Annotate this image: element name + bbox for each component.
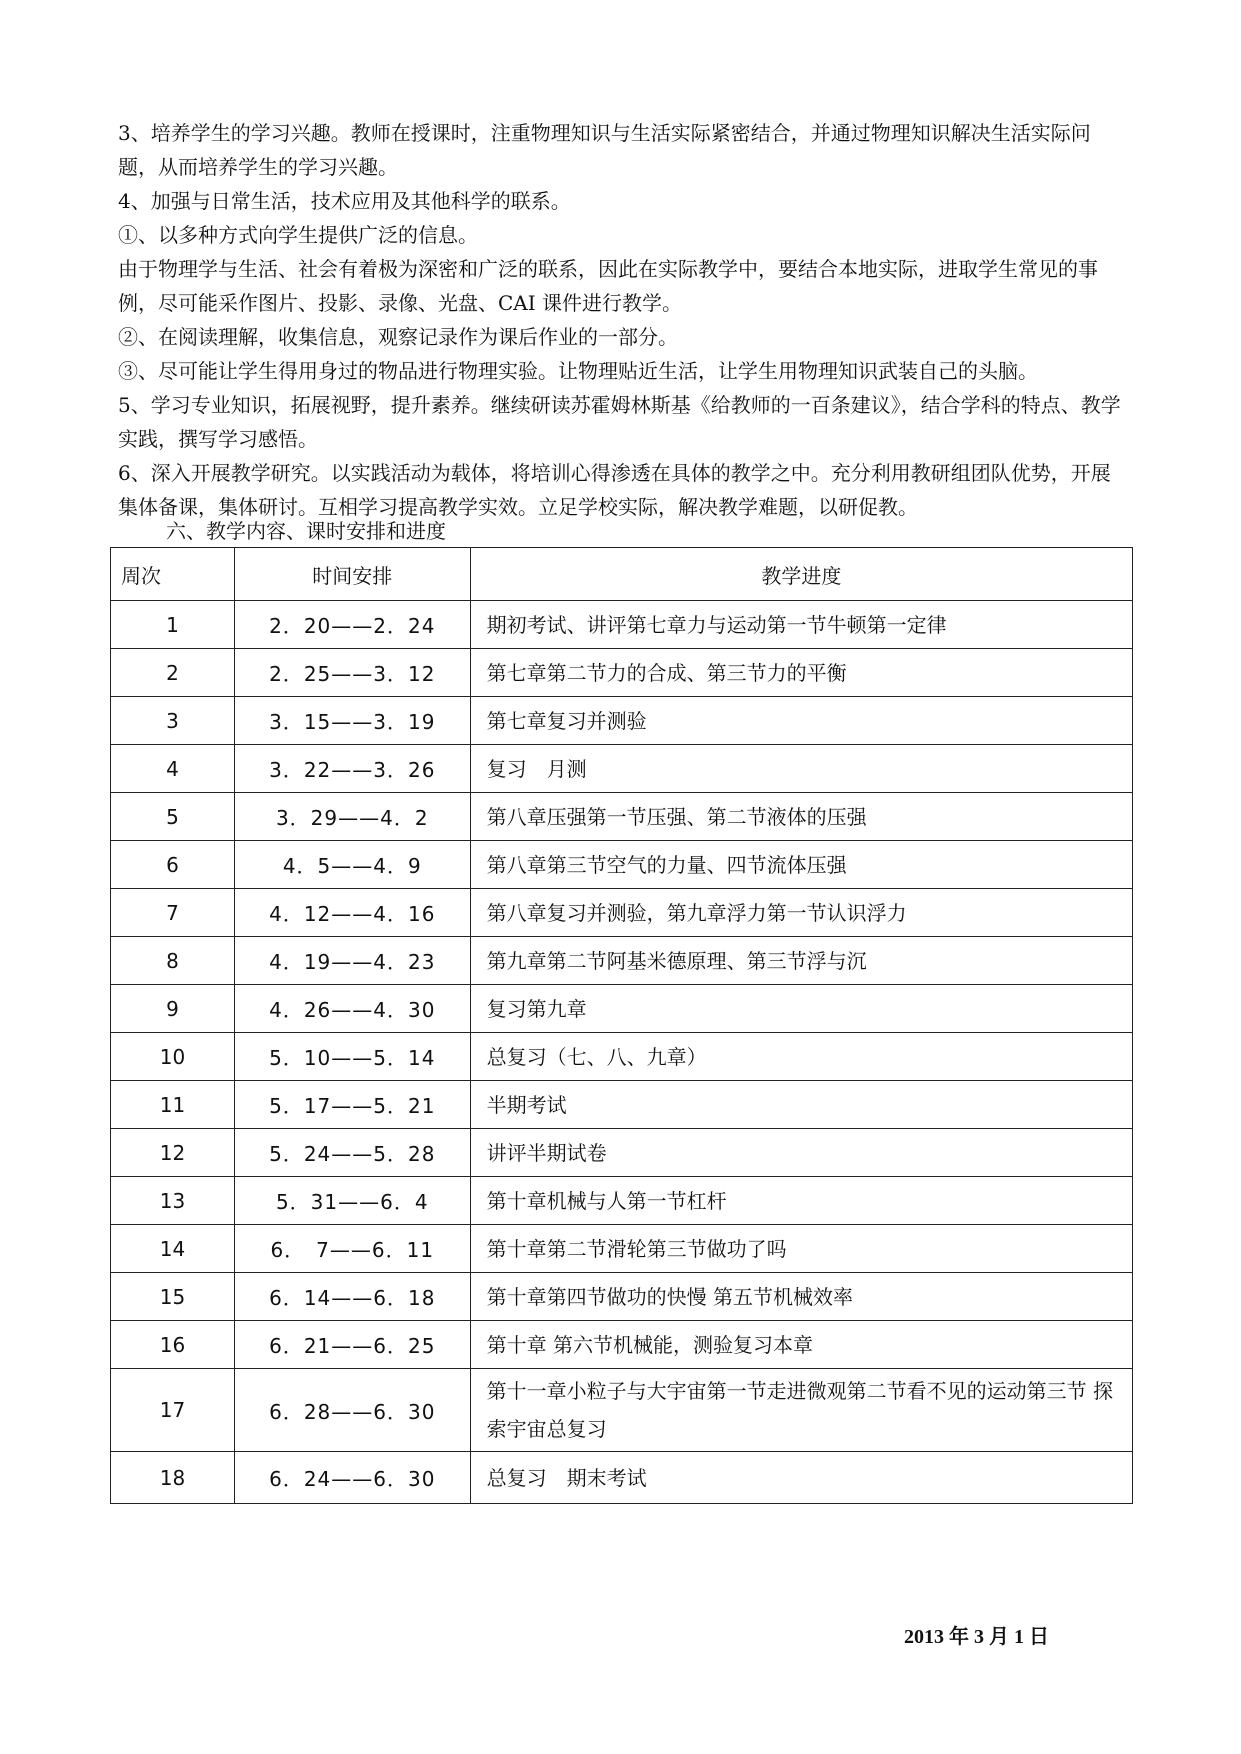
time-range-cell: 2．25——3．12 bbox=[234, 649, 470, 697]
progress-cell: 复习 月测 bbox=[470, 745, 1132, 793]
progress-cell: 半期考试 bbox=[470, 1081, 1132, 1129]
table-row bbox=[111, 1177, 1133, 1225]
week-cell: 17 bbox=[111, 1369, 235, 1452]
paragraph: 3、培养学生的学习兴趣。教师在授课时，注重物理知识与生活实际紧密结合，并通过物理知识解决生活实际问题，从而培养学生的学习兴趣。 bbox=[118, 121, 1091, 179]
progress-cell: 第十章第四节做功的快慢 第五节机械效率 bbox=[470, 1273, 1132, 1321]
week-cell: 10 bbox=[111, 1033, 235, 1081]
table-row bbox=[111, 649, 1133, 697]
paragraph: 5、学习专业知识，拓展视野，提升素养。继续研读苏霍姆林斯基《给教师的一百条建议》，结合学科的特点、教学实践，撰写学习感悟。 bbox=[118, 393, 1121, 451]
table-row bbox=[111, 937, 1133, 985]
week-cell: 12 bbox=[111, 1129, 235, 1177]
week-cell: 1 bbox=[111, 601, 235, 649]
table-header-row bbox=[111, 548, 1133, 601]
section-heading: 六、教学内容、课时安排和进度 bbox=[166, 519, 446, 543]
time-range-cell: 3．29——4．2 bbox=[234, 793, 470, 841]
week-cell: 13 bbox=[111, 1177, 235, 1225]
time-range-cell: 6．21——6．25 bbox=[234, 1321, 470, 1369]
progress-cell: 总复习 期末考试 bbox=[470, 1452, 1132, 1504]
table-row bbox=[111, 1033, 1133, 1081]
progress-cell: 第九章第二节阿基米德原理、第三节浮与沉 bbox=[470, 937, 1132, 985]
week-cell: 3 bbox=[111, 697, 235, 745]
week-cell: 4 bbox=[111, 745, 235, 793]
time-range-cell: 5．10——5．14 bbox=[234, 1033, 470, 1081]
body-text bbox=[118, 116, 1126, 524]
table-row bbox=[111, 745, 1133, 793]
progress-cell: 第八章第三节空气的力量、四节流体压强 bbox=[470, 841, 1132, 889]
time-range-cell: 6．24——6．30 bbox=[234, 1452, 470, 1504]
table-row bbox=[111, 1081, 1133, 1129]
week-cell: 15 bbox=[111, 1273, 235, 1321]
time-range-cell: 3．22——3．26 bbox=[234, 745, 470, 793]
table-row bbox=[111, 1129, 1133, 1177]
time-range-cell: 5．17——5．21 bbox=[234, 1081, 470, 1129]
table-row bbox=[111, 1225, 1133, 1273]
time-range-cell: 4．12——4．16 bbox=[234, 889, 470, 937]
week-cell: 7 bbox=[111, 889, 235, 937]
week-cell: 2 bbox=[111, 649, 235, 697]
week-cell: 8 bbox=[111, 937, 235, 985]
paragraph: ③、尽可能让学生得用身过的物品进行物理实验。让物理贴近生活，让学生用物理知识武装自己的头脑。 bbox=[118, 359, 1038, 383]
progress-cell: 复习第九章 bbox=[470, 985, 1132, 1033]
progress-cell: 期初考试、讲评第七章力与运动第一节牛顿第一定律 bbox=[470, 601, 1132, 649]
document-date: 2013 年 3 月 1 日 bbox=[904, 1626, 1049, 1648]
table-row bbox=[111, 1369, 1133, 1452]
time-range-cell: 3．15——3．19 bbox=[234, 697, 470, 745]
header-time: 时间安排 bbox=[234, 548, 470, 601]
progress-cell: 第八章复习并测验，第九章浮力第一节认识浮力 bbox=[470, 889, 1132, 937]
time-range-cell: 6．28——6．30 bbox=[234, 1369, 470, 1452]
progress-cell: 第十章 第六节机械能，测验复习本章 bbox=[470, 1321, 1132, 1369]
table-row bbox=[111, 793, 1133, 841]
week-cell: 16 bbox=[111, 1321, 235, 1369]
paragraph: 6、深入开展教学研究。以实践活动为载体，将培训心得渗透在具体的教学之中。充分利用教研组团队优势，开展集体备课，集体研讨。互相学习提高教学实效。立足学校实际，解决教学难题，以研促教。 bbox=[118, 461, 1111, 519]
week-cell: 11 bbox=[111, 1081, 235, 1129]
week-cell: 6 bbox=[111, 841, 235, 889]
paragraph: ②、在阅读理解，收集信息，观察记录作为课后作业的一部分。 bbox=[118, 325, 678, 349]
progress-cell: 讲评半期试卷 bbox=[470, 1129, 1132, 1177]
week-cell: 9 bbox=[111, 985, 235, 1033]
paragraph: 4、加强与日常生活，技术应用及其他科学的联系。 bbox=[118, 189, 571, 213]
week-cell: 14 bbox=[111, 1225, 235, 1273]
progress-cell: 第十一章小粒子与大宇宙第一节走进微观第二节看不见的运动第三节 探索宇宙总复习 bbox=[470, 1369, 1132, 1452]
header-progress: 教学进度 bbox=[470, 548, 1132, 601]
table-row bbox=[111, 985, 1133, 1033]
table-row bbox=[111, 1452, 1133, 1504]
progress-cell: 第十章机械与人第一节杠杆 bbox=[470, 1177, 1132, 1225]
table-row bbox=[111, 601, 1133, 649]
time-range-cell: 5．31——6．4 bbox=[234, 1177, 470, 1225]
week-cell: 18 bbox=[111, 1452, 235, 1504]
time-range-cell: 5．24——5．28 bbox=[234, 1129, 470, 1177]
table-row bbox=[111, 1273, 1133, 1321]
progress-cell: 第十章第二节滑轮第三节做功了吗 bbox=[470, 1225, 1132, 1273]
table-row bbox=[111, 697, 1133, 745]
time-range-cell: 6． 7——6．11 bbox=[234, 1225, 470, 1273]
header-week: 周次 bbox=[111, 548, 235, 601]
time-range-cell: 4．5——4．9 bbox=[234, 841, 470, 889]
time-range-cell: 6．14——6．18 bbox=[234, 1273, 470, 1321]
progress-cell: 第八章压强第一节压强、第二节液体的压强 bbox=[470, 793, 1132, 841]
progress-cell: 第七章复习并测验 bbox=[470, 697, 1132, 745]
time-range-cell: 4．19——4．23 bbox=[234, 937, 470, 985]
progress-cell: 第七章第二节力的合成、第三节力的平衡 bbox=[470, 649, 1132, 697]
table-row bbox=[111, 841, 1133, 889]
week-cell: 5 bbox=[111, 793, 235, 841]
paragraph: ①、以多种方式向学生提供广泛的信息。 bbox=[118, 223, 478, 247]
table-row bbox=[111, 889, 1133, 937]
schedule-table bbox=[110, 547, 1133, 1504]
table-row bbox=[111, 1321, 1133, 1369]
time-range-cell: 2．20——2．24 bbox=[234, 601, 470, 649]
progress-cell: 总复习（七、八、九章） bbox=[470, 1033, 1132, 1081]
time-range-cell: 4．26——4．30 bbox=[234, 985, 470, 1033]
paragraph: 由于物理学与生活、社会有着极为深密和广泛的联系，因此在实际教学中，要结合本地实际，进取学生常见的事例，尽可能采作图片、投影、录像、光盘、CAI 课件进行教学。 bbox=[118, 257, 1098, 315]
